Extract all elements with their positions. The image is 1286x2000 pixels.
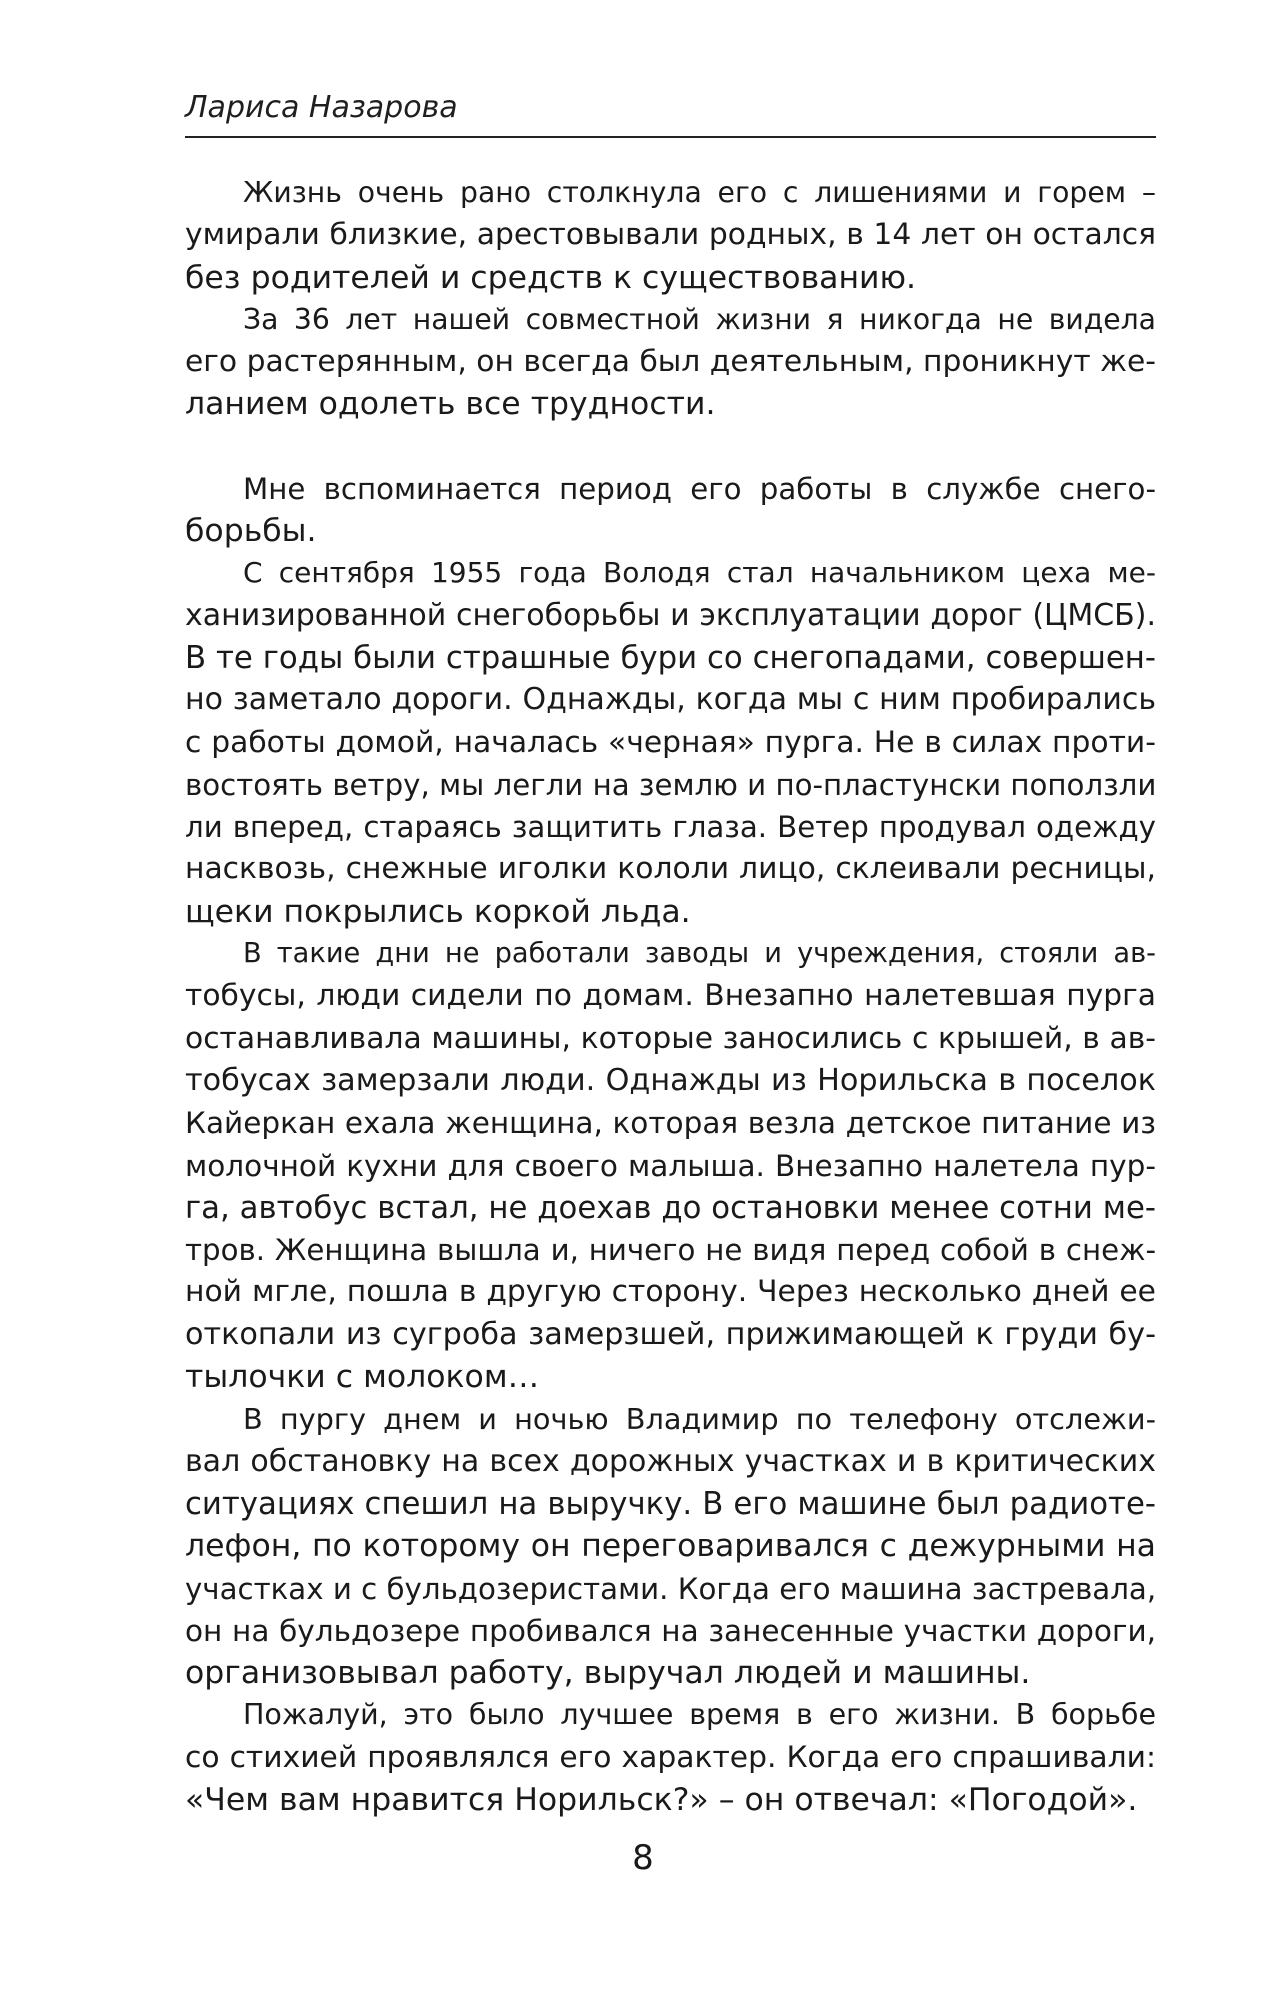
text-line: Жизнь очень рано столкнула его с лишениями и горем – bbox=[243, 176, 1156, 209]
paragraph bbox=[185, 1398, 1156, 1694]
text-line: ной мгле, пошла в другую сторону. Через несколько дней ее bbox=[185, 1274, 1156, 1310]
text-line: тобусах замерзали люди. Однажды из Норильска в поселок bbox=[185, 1062, 1156, 1098]
text-line: умирали близкие, арестовывали родных, в 14 лет он остался bbox=[185, 217, 1156, 253]
body-text bbox=[185, 172, 1156, 1821]
text-line: В такие дни не работали заводы и учреждения, стояли ав- bbox=[243, 938, 1156, 970]
paragraph bbox=[185, 933, 1156, 1398]
page-number: 8 bbox=[632, 1838, 654, 1878]
text-line: без родителей и средств к существованию. bbox=[185, 259, 917, 296]
header-rule bbox=[185, 136, 1156, 138]
text-line: Мне вспоминается период его работы в службе снего- bbox=[243, 471, 1156, 506]
text-line: ланием одолеть все трудности. bbox=[185, 386, 716, 423]
text-line: ханизированной снегоборьбы и эксплуатации дорог (ЦМСБ). bbox=[185, 597, 1156, 633]
paragraph bbox=[185, 299, 1156, 426]
text-line: ли вперед, стараясь защитить глаза. Ветер продувал одежду bbox=[185, 810, 1156, 845]
paragraph bbox=[185, 1694, 1156, 1821]
text-line: щеки покрылись коркой льда. bbox=[185, 893, 691, 930]
text-line: останавливала машины, которые заносились с крышей, в ав- bbox=[185, 1020, 1156, 1056]
text-line: вал обстановку на всех дорожных участках и в критических bbox=[185, 1443, 1156, 1479]
text-line: Кайеркан ехала женщина, которая везла детское питание из bbox=[185, 1106, 1156, 1141]
text-line: За 36 лет нашей совместной жизни я никогда не видела bbox=[243, 302, 1156, 336]
text-line: В те годы были страшные бури со снегопадами, совершен- bbox=[185, 639, 1156, 676]
text-line: борьбы. bbox=[185, 513, 317, 550]
text-line: «Чем вам нравится Норильск?» – он отвечал: «Погодой». bbox=[185, 1781, 1138, 1818]
paragraph bbox=[185, 172, 1156, 299]
text-line: востоять ветру, мы легли на землю и по-пластунски поползли bbox=[185, 767, 1157, 802]
text-line: га, автобус встал, не доехав до остановки менее сотни ме- bbox=[185, 1189, 1156, 1226]
text-line: организовывал работу, выручал людей и машины. bbox=[185, 1655, 1031, 1692]
paragraph bbox=[185, 552, 1156, 933]
text-line: участках и с бульдозеристами. Когда его машина застревала, bbox=[185, 1571, 1157, 1606]
text-line: но заметало дороги. Однажды, когда мы с ним пробирались bbox=[185, 682, 1156, 718]
text-line: он на бульдозере пробивался на занесенные участки дороги, bbox=[185, 1613, 1156, 1648]
text-line: его растерянным, он всегда был деятельным, проникнут же- bbox=[185, 344, 1156, 380]
text-line: откопали из сугроба замерзшей, прижимающей к груди бу- bbox=[185, 1316, 1156, 1352]
text-line: ситуациях спешил на выручку. В его машине был радиоте- bbox=[185, 1485, 1156, 1522]
text-line: тобусы, люди сидели по домам. Внезапно налетевшая пурга bbox=[185, 978, 1156, 1014]
text-line: Пожалуй, это было лучшее время в его жизни. В борьбе bbox=[243, 1698, 1156, 1732]
running-head-author: Лариса Назарова bbox=[185, 90, 458, 125]
text-line: со стихией проявлялся его характер. Когда его спрашивали: bbox=[185, 1739, 1156, 1775]
text-line: с работы домой, началась «черная» пурга. Не в силах проти- bbox=[185, 724, 1156, 760]
text-line: В пургу днем и ночью Владимир по телефону отслежи- bbox=[243, 1402, 1156, 1437]
text-line: С сентября 1955 года Володя стал начальником цеха ме- bbox=[243, 556, 1156, 590]
text-line: тылочки с молоком… bbox=[185, 1359, 540, 1396]
text-line: тров. Женщина вышла и, ничего не видя перед собой в снеж- bbox=[185, 1233, 1156, 1268]
paragraph bbox=[185, 468, 1156, 553]
text-line: молочной кухни для своего малыша. Внезапно налетела пур- bbox=[185, 1148, 1156, 1183]
text-line: лефон, по которому он переговаривался с дежурными на bbox=[185, 1528, 1156, 1565]
text-line: насквозь, снежные иголки кололи лицо, склеивали ресницы, bbox=[185, 851, 1156, 887]
